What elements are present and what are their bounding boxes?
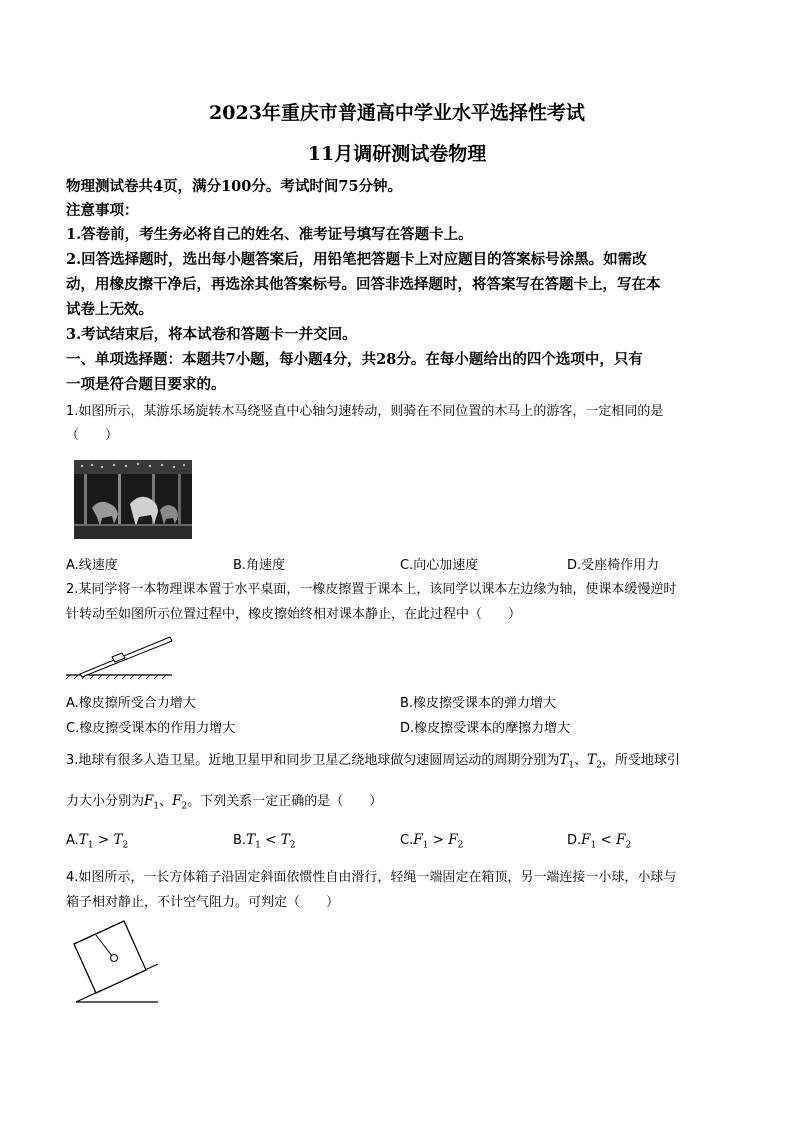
q3-option-b: $B.T_1 < T_2$ [233, 832, 296, 851]
exam-title: 2023年重庆市普通高中学业水平选择性考试 [209, 102, 585, 124]
carousel-photo [74, 460, 192, 539]
symbol-t1: $T_1$ [559, 752, 575, 771]
q3-option-d: $D.F_1 < F_2$ [567, 832, 632, 851]
q2-option-d: D.橡皮擦受课本的摩擦力增大 [400, 721, 571, 736]
q3-stem-text-b: ，所受地球引 [601, 753, 680, 768]
notice-item-2-line-3: 试卷上无效。 [66, 301, 153, 318]
q4-stem-line-2: 箱子相对静止，不计空气阻力。可判定（ ） [66, 895, 340, 910]
q2-stem-line-2: 针转动至如图所示位置过程中，橡皮擦始终相对课本静止，在此过程中（ ） [66, 607, 522, 622]
box-on-incline-diagram [66, 920, 162, 1006]
q3-stem-text-d: 。下列关系一定正确的是（ ） [187, 794, 383, 809]
q2-option-a: A.橡皮擦所受合力增大 [66, 696, 196, 711]
q1-option-b: B.角速度 [233, 558, 286, 573]
exam-intro: 物理测试卷共4页，满分100分。考试时间75分钟。 [66, 178, 403, 195]
q3-stem-text-a: 3.地球有很多人造卫星。近地卫星甲和同步卫星乙绕地球做匀速圆周运动的周期分别为 [66, 753, 560, 768]
notice-heading: 注意事项： [66, 202, 139, 219]
notice-item-2-line-2: 动，用橡皮擦干净后，再选涂其他答案标号。回答非选择题时，将答案写在答题卡上，写在本 [66, 276, 661, 293]
q1-option-a: A.线速度 [66, 558, 118, 573]
q2-option-c: C.橡皮擦受课本的作用力增大 [66, 721, 236, 736]
symbol-f2: $F_2$ [172, 793, 188, 812]
notice-item-1: 1.答卷前，考生务必将自己的姓名、准考证号填写在答题卡上。 [66, 226, 473, 243]
section-1-heading-line-1: 一、单项选择题：本题共7小题，每小题4分，共28分。在每小题给出的四个选项中，只有 [66, 351, 643, 368]
tilted-book-diagram [66, 630, 176, 680]
q1-option-d: D.受座椅作用力 [567, 558, 660, 573]
q2-option-b: B.橡皮擦受课本的弹力增大 [400, 696, 557, 711]
section-1-heading-line-2: 一项是符合题目要求的。 [66, 376, 226, 393]
q3-option-c: $C.F_1 > F_2$ [400, 832, 464, 851]
q3-stem-text-c: 力大小分别为 [66, 794, 145, 809]
notice-item-2-line-1: 2.回答选择题时，选出每小题答案后，用铅笔把答题卡上对应题目的答案标号涂黑。如需改 [66, 251, 647, 268]
q3-option-a: $A.T_1 > T_2$ [66, 832, 129, 851]
q1-option-c: C.向心加速度 [400, 558, 479, 573]
q1-stem-line-2: （ ） [66, 428, 119, 443]
symbol-t2: $T_2$ [587, 752, 602, 771]
q4-stem-line-1: 4.如图所示，一长方体箱子沿固定斜面依惯性自由滑行，轻绳一端固定在箱顶，另一端连接一小球，小球与 [66, 870, 677, 885]
q1-stem-line-1: 1.如图所示，某游乐场旋转木马绕竖直中心轴匀速转动，则骑在不同位置的木马上的游客，一定相同的是 [66, 404, 664, 419]
q3-stem-line-2: 力大小分别为$F_1$、$F_2$。下列关系一定正确的是（ ） [66, 793, 383, 812]
notice-item-3: 3.考试结束后，将本试卷和答题卡一并交回。 [66, 326, 357, 343]
q3-stem-line-1: 3.地球有很多人造卫星。近地卫星甲和同步卫星乙绕地球做匀速圆周运动的周期分别为$T_1$、$T_2$，所受地球引 [66, 752, 680, 771]
q2-stem-line-1: 2.某同学将一本物理课本置于水平桌面，一橡皮擦置于课本上，该同学以课本左边缘为轴，使课本缓慢逆时 [66, 582, 677, 597]
symbol-f1: $F_1$ [144, 793, 160, 812]
exam-subtitle: 11月调研测试卷物理 [307, 143, 487, 165]
